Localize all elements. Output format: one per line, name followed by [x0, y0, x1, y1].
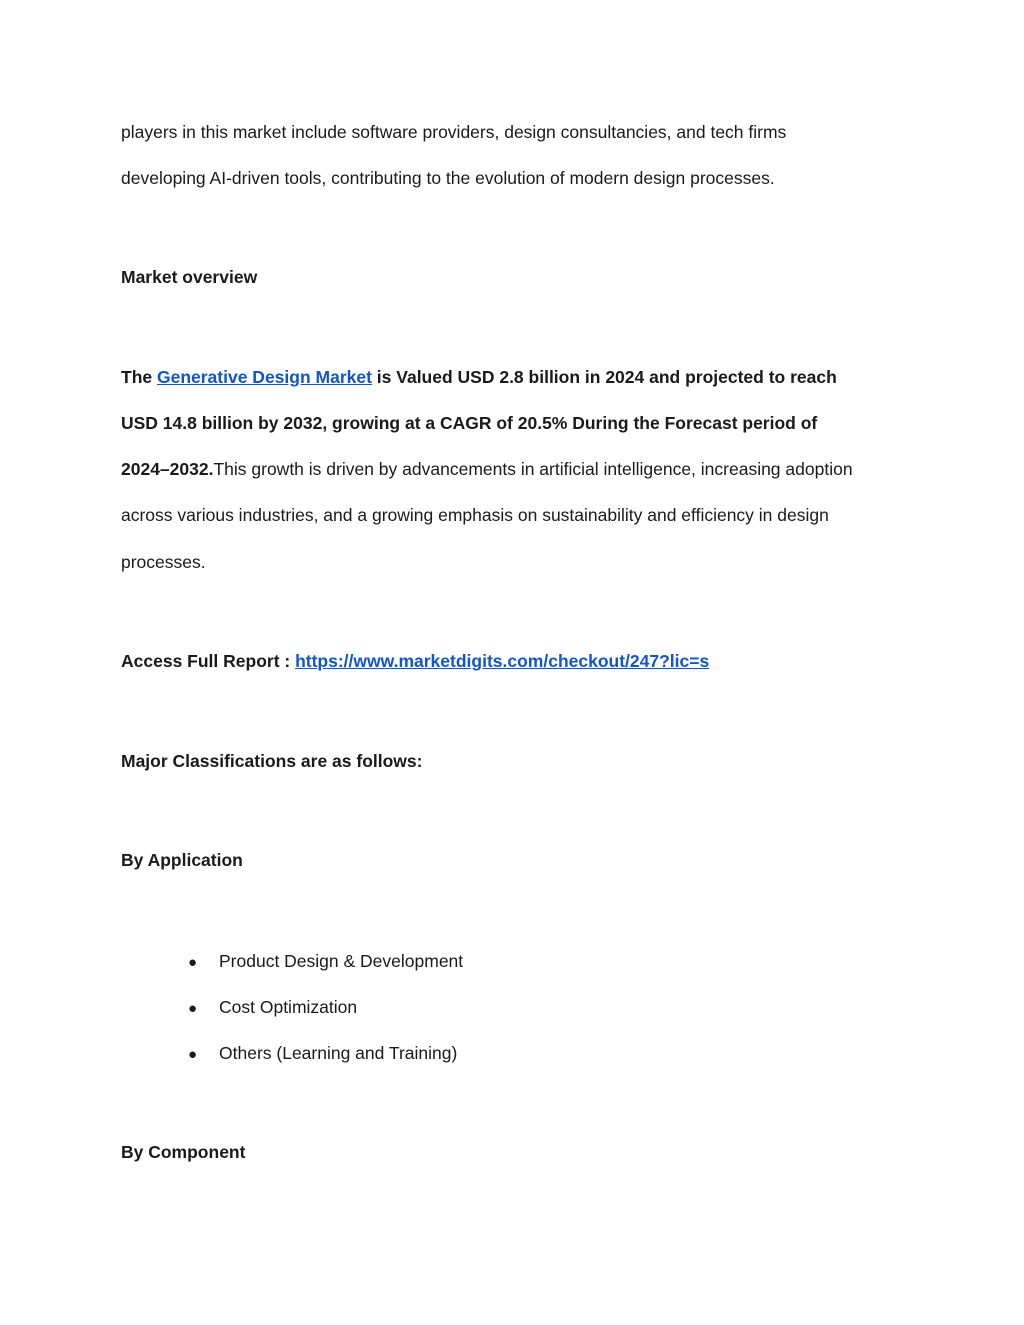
forecast-period: 2024–2032. [121, 459, 214, 479]
bullet-icon: ● [188, 1046, 198, 1063]
overview-line-2: USD 14.8 billion by 2032, growing at a CAGR of 20.5% During the Forecast period of [121, 413, 818, 433]
bullet-icon: ● [188, 954, 198, 971]
list-item-label: Product Design & Development [219, 951, 464, 971]
list-item-label: Cost Optimization [219, 997, 358, 1017]
overview-prefix: The [121, 367, 157, 387]
list-item [188, 996, 357, 1020]
list-item-label: Others (Learning and Training) [219, 1043, 458, 1063]
overview-line-3 [121, 458, 853, 480]
by-application-heading: By Application [121, 850, 243, 870]
overview-line-4: across various industries, and a growing emphasis on sustainability and efficiency in design [121, 505, 829, 525]
overview-line-5: processes. [121, 552, 206, 572]
overview-line-1-rest: is Valued USD 2.8 billion in 2024 and projected to reach [371, 367, 837, 387]
access-report-line [121, 650, 709, 672]
by-component-heading: By Component [121, 1142, 246, 1162]
market-overview-heading: Market overview [121, 267, 258, 287]
classifications-heading: Major Classifications are as follows: [121, 751, 423, 771]
access-report-label: Access Full Report : [121, 651, 296, 671]
overview-line-3-rest: This growth is driven by advancements in artificial intelligence, increasing adoption [213, 459, 853, 479]
bullet-icon: ● [188, 1000, 198, 1017]
generative-design-market-link[interactable]: Generative Design Market [156, 367, 372, 387]
intro-line-2: developing AI-driven tools, contributing to the evolution of modern design processes. [121, 168, 775, 188]
report-url-link[interactable]: https://www.marketdigits.com/checkout/247?lic=s [295, 651, 710, 671]
overview-line-1 [121, 366, 837, 388]
list-item [188, 950, 463, 974]
list-item [188, 1042, 457, 1066]
intro-line-1: players in this market include software providers, design consultancies, and tech firms [121, 122, 787, 142]
